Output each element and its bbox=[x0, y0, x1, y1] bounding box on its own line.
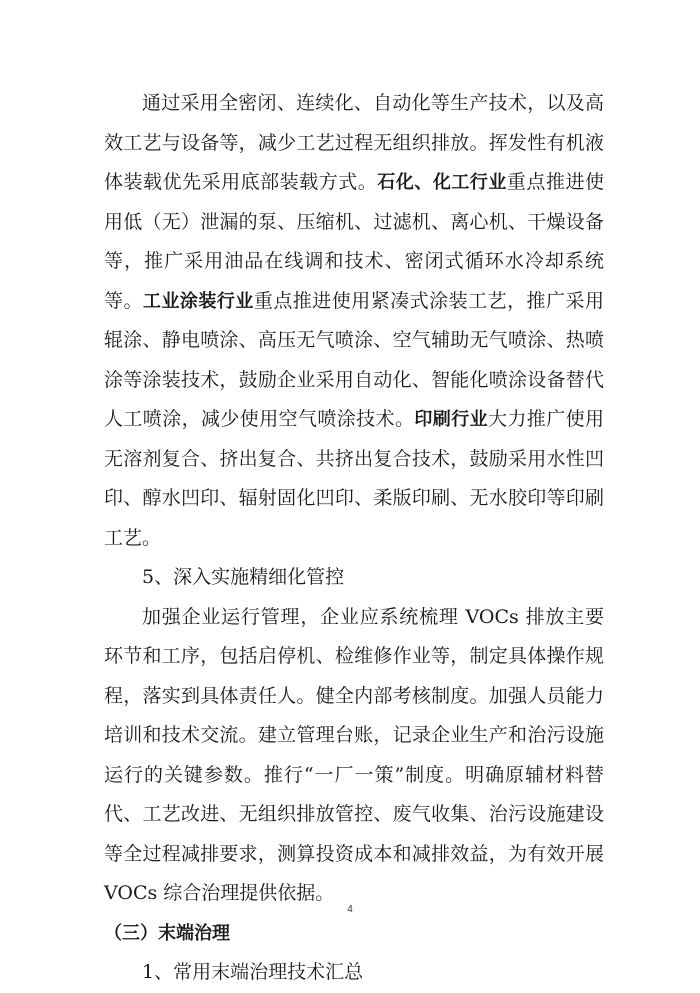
paragraph-text: 通过采用全密闭、连续化、自动化等生产技术，以及高效工艺与设备等，减少工艺过程无组织排放。挥发性有机液体装载优先采用底部装载方式。 bbox=[104, 92, 604, 193]
document-body bbox=[104, 84, 604, 993]
bold-industry-printing: 印刷行业 bbox=[414, 409, 488, 430]
paragraph-process-technology bbox=[104, 84, 604, 558]
paragraph-text: 重点推进使用低（无）泄漏的泵、压缩机、过滤机、离心机、干燥设备等，推广采用油品在线调和技术、密闭式循环水冷却系统等。 bbox=[104, 171, 604, 312]
page-number: 4 bbox=[347, 904, 353, 915]
bold-industry-coating: 工业涂装行业 bbox=[142, 290, 254, 312]
paragraph-text: 重点推进使用紧凑式涂装工艺，推广采用辊涂、静电喷涂、高压无气喷涂、空气辅助无气喷涂、热喷涂等涂装技术，鼓励企业采用自动化、智能化喷涂设备替代人工喷涂，减少使用空气喷涂技术。 bbox=[104, 289, 604, 430]
paragraph-text: 大力推广使用无溶剂复合、挤出复合、共挤出复合技术，鼓励采用水性凹印、醇水凹印、辐射固化凹印、柔版印刷、无水胶印等印刷工艺。 bbox=[104, 408, 604, 549]
bold-industry-petrochemical: 石化、化工行业 bbox=[377, 172, 507, 193]
paragraph-management: 加强企业运行管理，企业应系统梳理 VOCs 排放主要环节和工序，包括启停机、检维修作业等，制定具体操作规程，落实到具体责任人。健全内部考核制度。加强人员能力培训和技术交流。建立管理台账，记录企业生产和治污设施运行的关键参数。推行“一厂一策”制度。明确原辅材料替代、工艺改进、无组织排放管控、废气收集、治污设施建设等全过程减排要求，测算投资成本和减排效益，为有效开展 VOCs 综合治理提供依据。 bbox=[104, 605, 604, 904]
subheading-treatment-summary: 1、常用末端治理技术汇总 bbox=[142, 961, 364, 983]
section-heading-end-treatment: （三）末端治理 bbox=[104, 922, 230, 944]
subheading-refined-control: 5、深入实施精细化管控 bbox=[142, 566, 345, 588]
